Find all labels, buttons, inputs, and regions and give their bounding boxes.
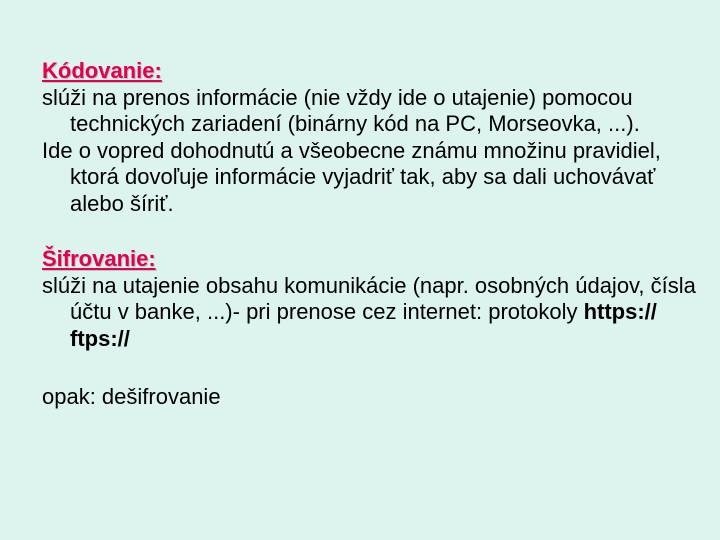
sifrovanie-heading: Šifrovanie: — [42, 246, 156, 271]
spacer — [42, 217, 702, 246]
kodovanie-paragraph-2: Ide o vopred dohodnutú a všeobecne známu množinu pravidiel, ktorá dovoľuje informácie vyjadriť tak, aby sa dali uchovávať alebo šíriť. — [42, 137, 661, 216]
slide-content — [42, 58, 702, 411]
kodovanie-paragraph-1: slúži na prenos informácie (nie vždy ide o utajenie) pomocou technických zariadení (binárny kód na PC, Morseovka, ...). — [42, 84, 640, 136]
protocol-https: https:// — [583, 299, 657, 324]
section-kodovanie — [42, 58, 702, 217]
sifrovanie-paragraph-text: slúži na utajenie obsahu komunikácie (napr. osobných údajov, čísla účtu v banke, ...)- pri prenose cez internet: protokoly — [42, 272, 696, 324]
opak-text: opak: dešifrovanie — [42, 384, 221, 409]
protocol-ftps: ftps:// — [70, 325, 130, 351]
section-sifrovanie — [42, 246, 702, 352]
sifrovanie-heading-wrap — [42, 246, 702, 273]
kodovanie-heading-wrap — [42, 58, 702, 85]
sifrovanie-paragraph — [42, 273, 702, 353]
spacer — [42, 352, 702, 384]
kodovanie-heading: Kódovanie: — [42, 58, 162, 83]
section-opak — [42, 384, 702, 411]
